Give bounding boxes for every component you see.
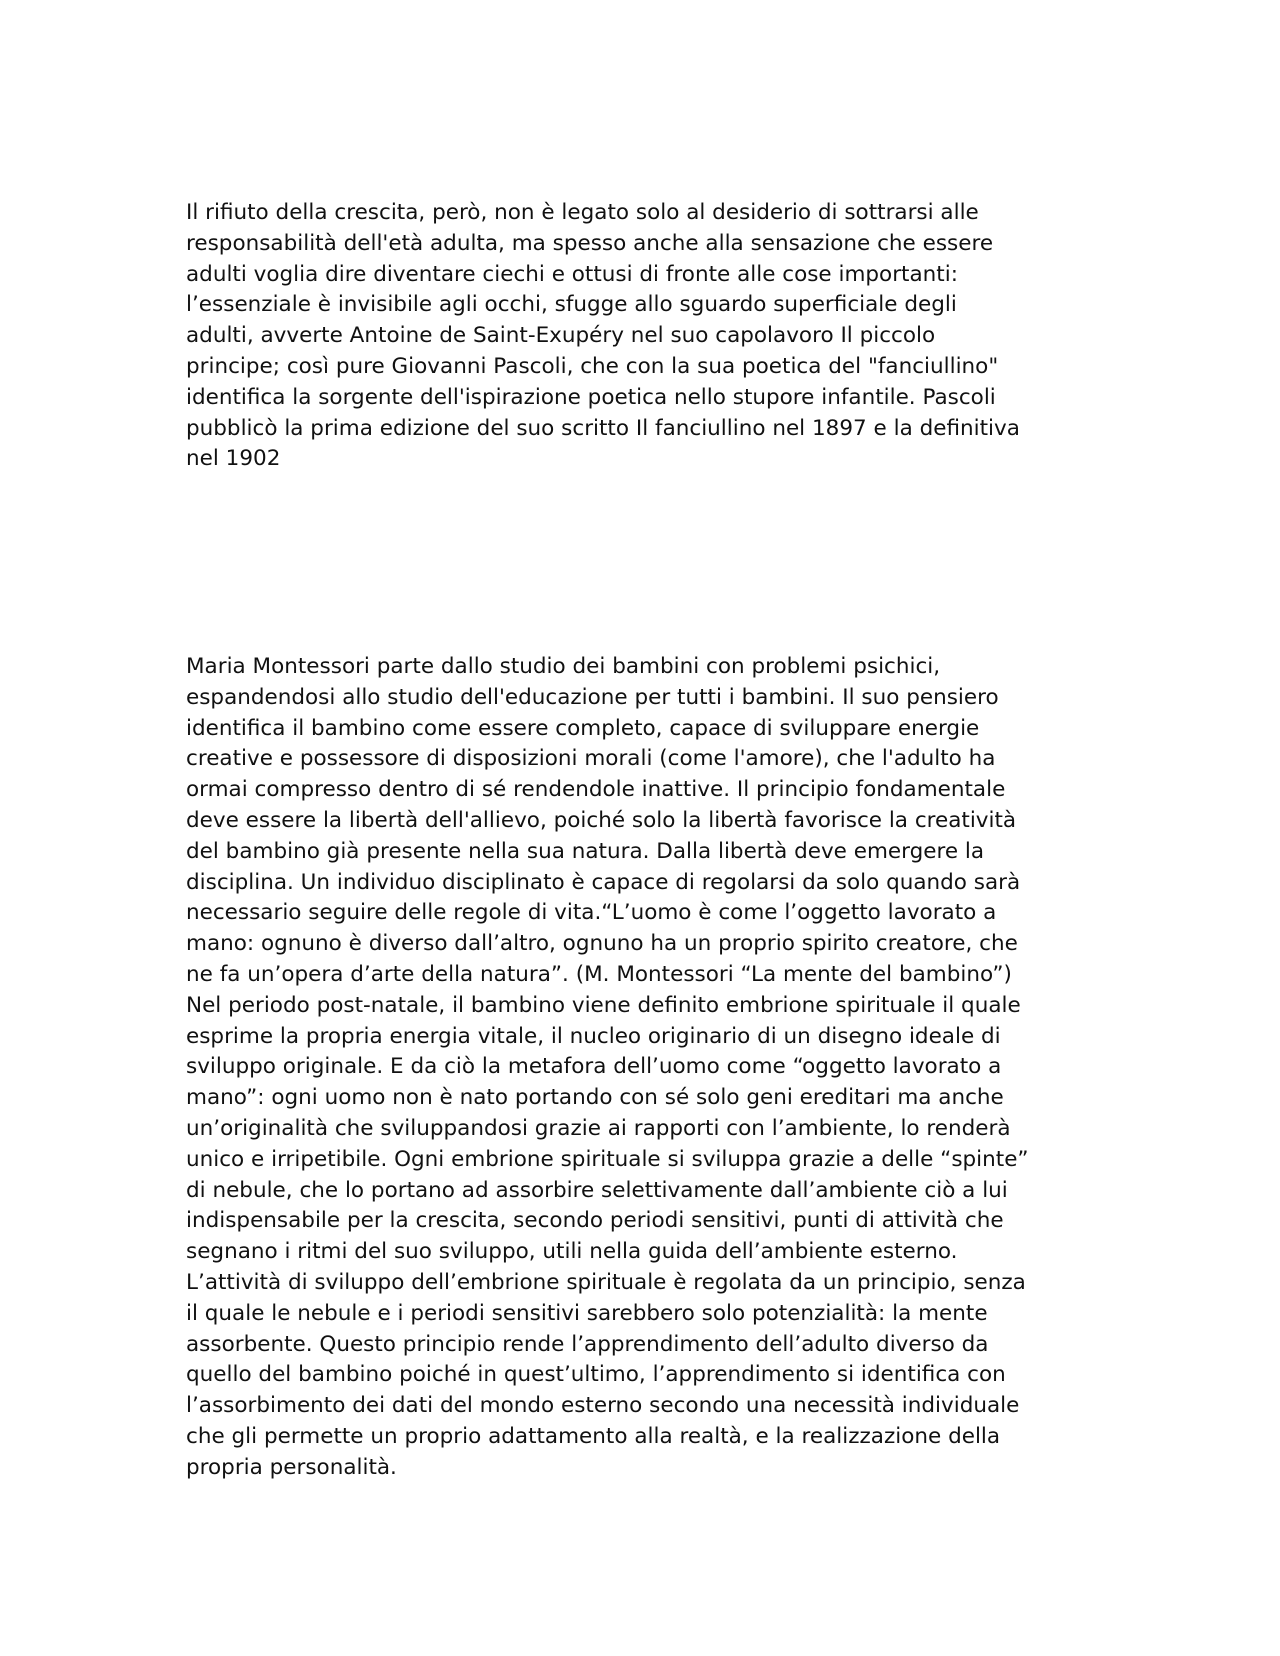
text-line: Nel periodo post-natale, il bambino viene definito embrione spirituale il quale [186, 992, 1021, 1018]
text-line: nel 1902 [186, 446, 281, 472]
text-line: il quale le nebule e i periodi sensitivi sarebbero solo potenzialità: la mente [186, 1300, 988, 1326]
paragraph-montessori [186, 652, 1086, 1484]
text-line: sviluppo originale. E da ciò la metafora dell’uomo come “oggetto lavorato a [186, 1054, 1002, 1080]
text-line: l’essenziale è invisibile agli occhi, sfugge allo sguardo superficiale degli [186, 292, 957, 318]
text-line: identifica il bambino come essere completo, capace di sviluppare energie [186, 715, 980, 741]
text-line: esprime la propria energia vitale, il nucleo originario di un disegno ideale di [186, 1023, 1001, 1049]
text-line: mano: ognuno è diverso dall’altro, ognuno ha un proprio spirito creatore, che [186, 931, 1018, 957]
text-line: creative e possessore di disposizioni morali (come l'amore), che l'adulto ha [186, 746, 996, 772]
text-line: mano”: ogni uomo non è nato portando con sé solo geni ereditari ma anche [186, 1085, 1004, 1111]
text-line: assorbente. Questo principio rende l’apprendimento dell’adulto diverso da [186, 1331, 989, 1357]
text-line: necessario seguire delle regole di vita.“L’uomo è come l’oggetto lavorato a [186, 900, 997, 926]
text-line: adulti, avverte Antoine de Saint-Exupéry nel suo capolavoro Il piccolo [186, 323, 936, 349]
text-line: propria personalità. [186, 1454, 397, 1480]
text-line: principe; così pure Giovanni Pascoli, che con la sua poetica del "fanciullino" [186, 353, 999, 379]
text-line: quello del bambino poiché in quest’ultimo, l’apprendimento si identifica con [186, 1362, 1006, 1388]
text-line: unico e irripetibile. Ogni embrione spirituale si sviluppa grazie a delle “spinte” [186, 1146, 1029, 1172]
text-line: L’attività di sviluppo dell’embrione spirituale è regolata da un principio, senza [186, 1269, 1026, 1295]
text-line: un’originalità che sviluppandosi grazie ai rapporti con l’ambiente, lo renderà [186, 1115, 1011, 1141]
text-line: Maria Montessori parte dallo studio dei bambini con problemi psichici, [186, 654, 941, 679]
text-line: deve essere la libertà dell'allievo, poiché solo la libertà favorisce la creatività [186, 807, 1017, 833]
text-line: di nebule, che lo portano ad assorbire selettivamente dall’ambiente ciò a lui [186, 1177, 1008, 1203]
text-line: pubblicò la prima edizione del suo scritto Il fanciullino nel 1897 e la definitiva [186, 415, 1020, 441]
text-line: che gli permette un proprio adattamento alla realtà, e la realizzazione della [186, 1423, 1001, 1449]
text-line: disciplina. Un individuo disciplinato è capace di regolarsi da solo quando sarà [186, 869, 1021, 895]
text-line: del bambino già presente nella sua natura. Dalla libertà deve emergere la [186, 838, 985, 864]
paragraph-growth-refusal [186, 198, 1086, 475]
text-line: indispensabile per la crescita, secondo periodi sensitivi, punti di attività che [186, 1208, 1004, 1234]
text-line: l’assorbimento dei dati del mondo esterno secondo una necessità individuale [186, 1393, 1020, 1419]
text-line: ne fa un’opera d’arte della natura”. (M. Montessori “La mente del bambino”) [186, 961, 1012, 987]
text-line: adulti voglia dire diventare ciechi e ottusi di fronte alle cose importanti: [186, 261, 958, 287]
text-line: responsabilità dell'età adulta, ma spesso anche alla sensazione che essere [186, 230, 994, 256]
text-line: Il rifiuto della crescita, però, non è legato solo al desiderio di sottrarsi alle [186, 200, 979, 225]
text-line: segnano i ritmi del suo sviluppo, utili nella guida dell’ambiente esterno. [186, 1239, 958, 1265]
text-line: ormai compresso dentro di sé rendendole inattive. Il principio fondamentale [186, 777, 1006, 803]
text-line: espandendosi allo studio dell'educazione per tutti i bambini. Il suo pensiero [186, 684, 999, 710]
text-line: identifica la sorgente dell'ispirazione poetica nello stupore infantile. Pascoli [186, 384, 996, 410]
